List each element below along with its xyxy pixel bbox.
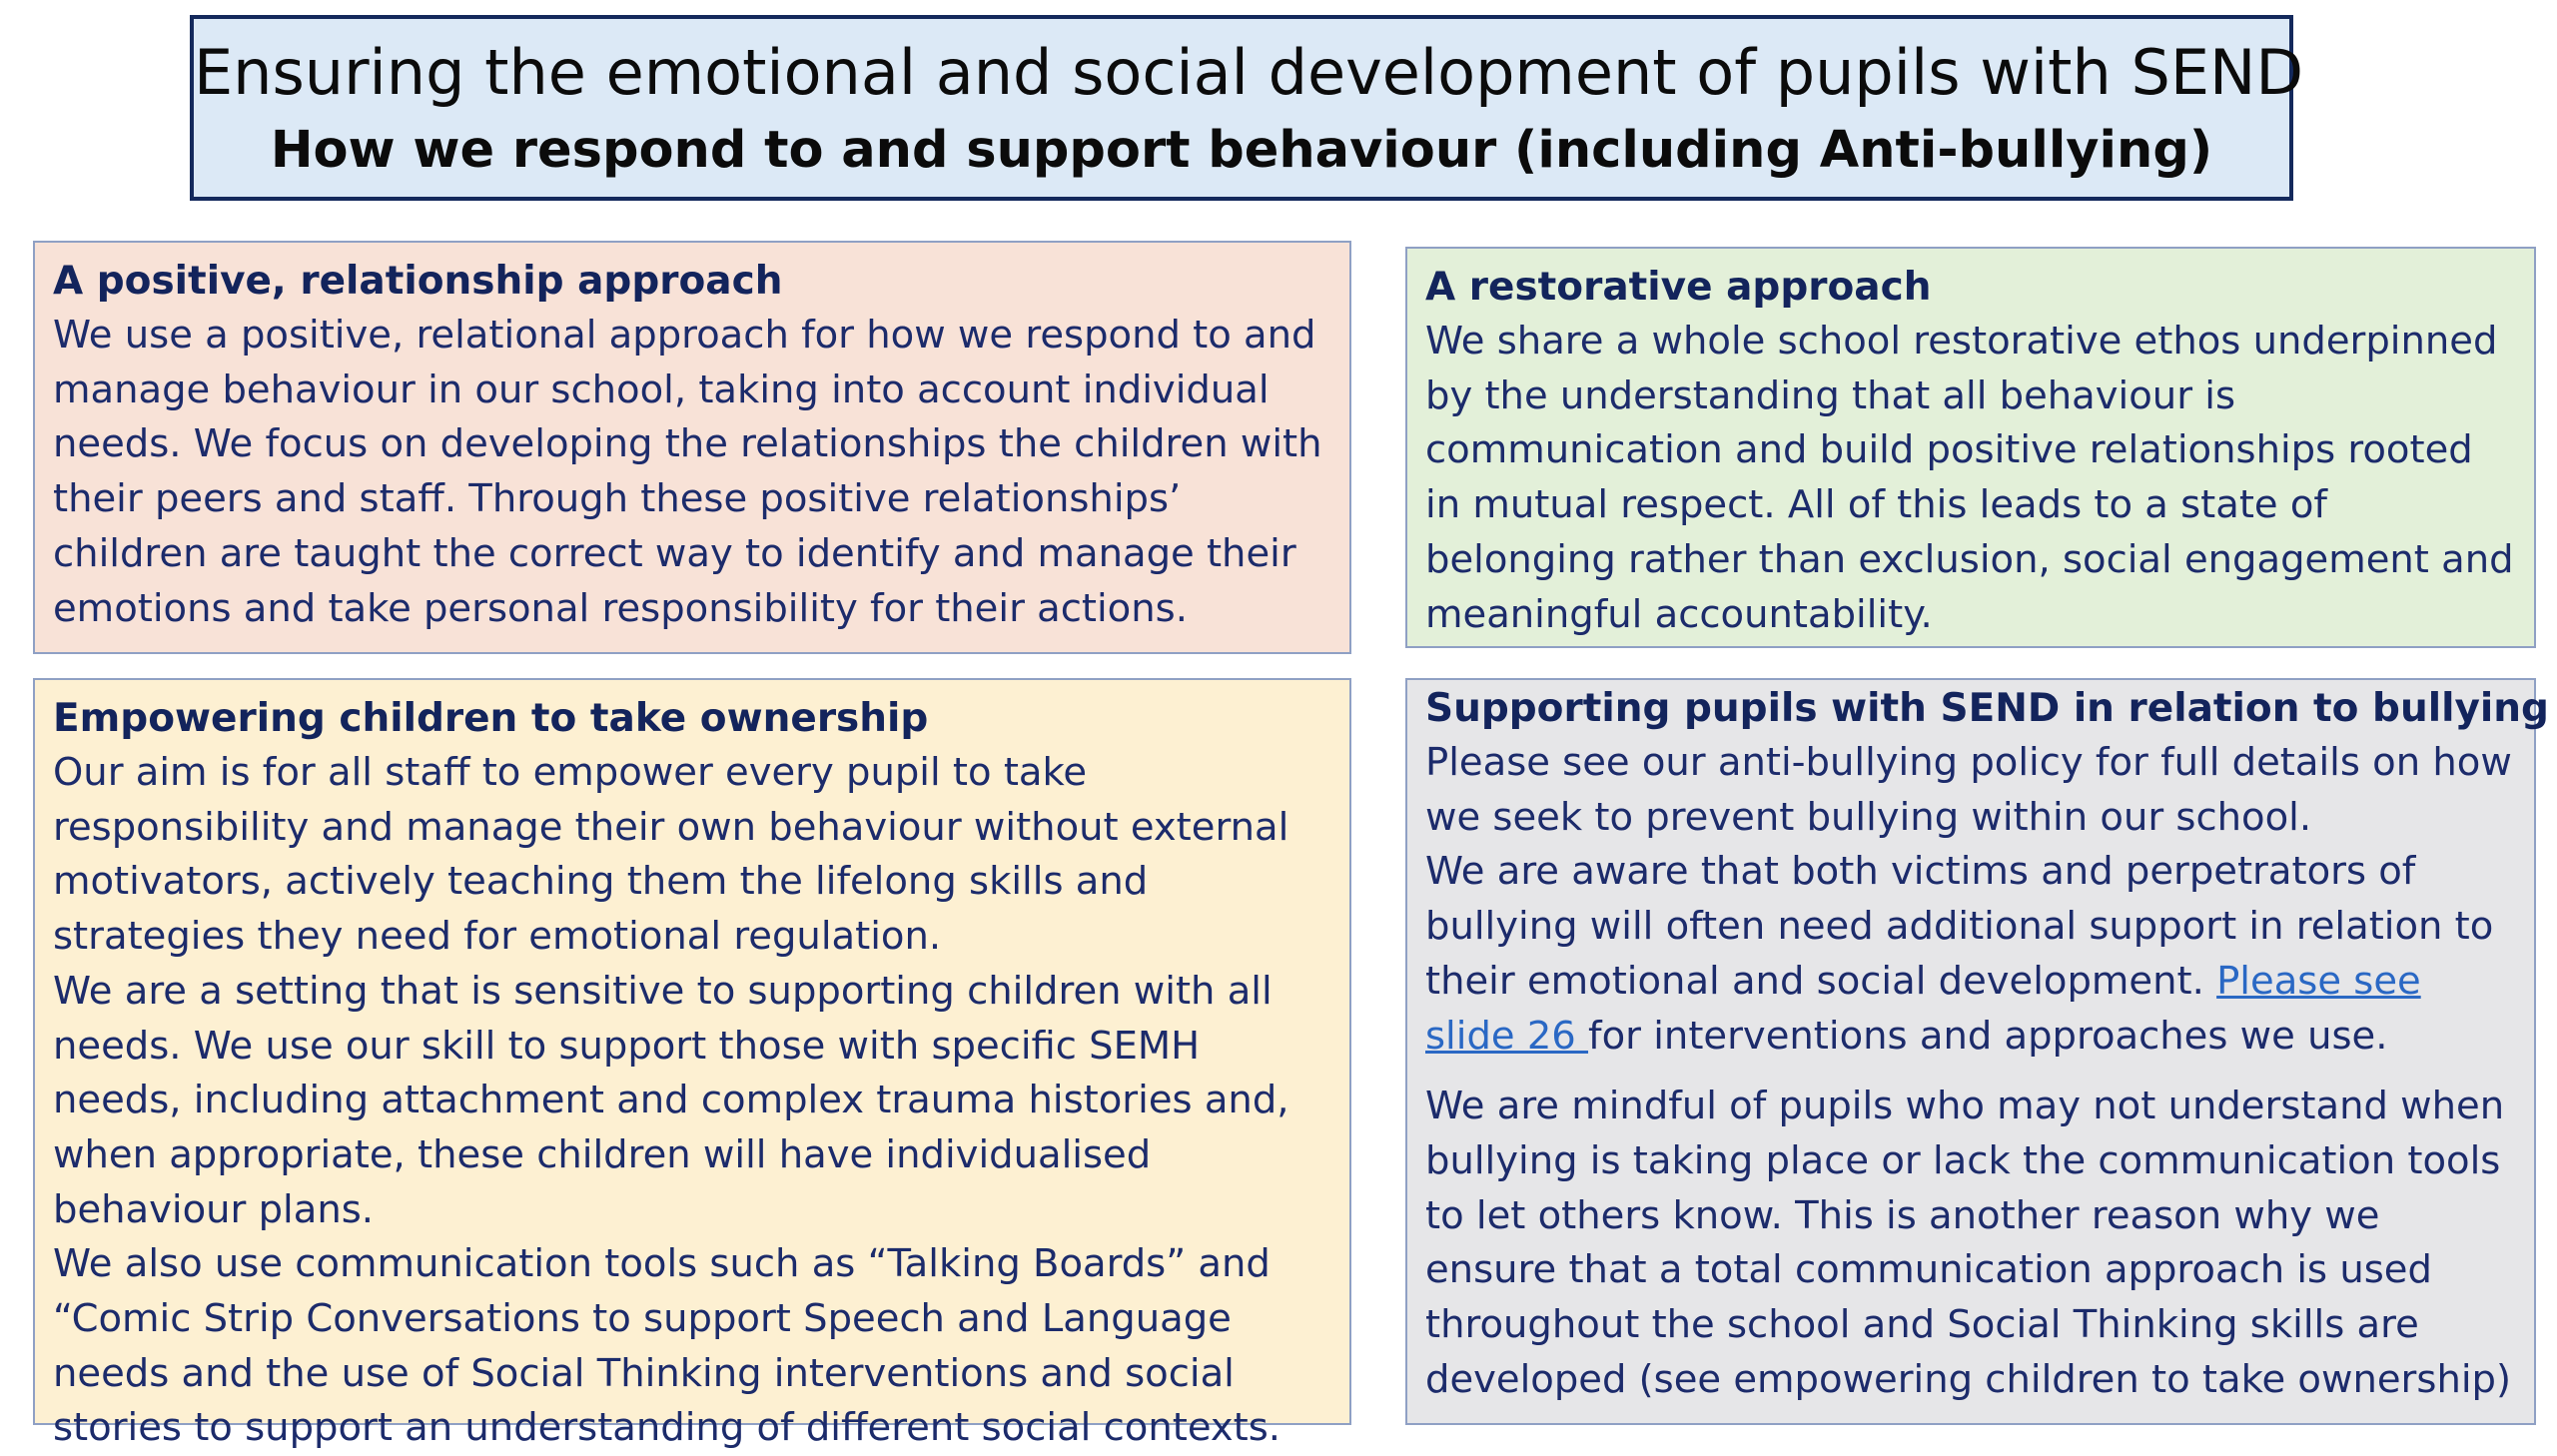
- page-subtitle: How we respond to and support behaviour (including Anti-bullying): [270, 121, 2213, 180]
- restorative-approach-heading: A restorative approach: [1425, 265, 1932, 310]
- restorative-approach-panel: [1405, 247, 2536, 648]
- empowering-paragraph-setting: We are a setting that is sensitive to supporting children with all needs. We use our skill to support those with specific SEMH needs, including attachment and complex trauma histories and, when appropriate, these children will have individualised behaviour plans.: [53, 968, 1289, 1232]
- empowering-paragraph-aim: Our aim is for all staff to empower every pupil to take responsibility and manage their own behaviour without external motivators, actively teaching them the lifelong skills and strategies they need for emotional regulation.: [53, 750, 1289, 960]
- title-banner: [190, 15, 2304, 201]
- bullying-support-panel: [1405, 678, 2549, 1425]
- bullying-support-heading: Supporting pupils with SEND in relation to bullying: [1425, 686, 2549, 731]
- empowering-paragraph-tools: We also use communication tools such as “Talking Boards” and “Comic Strip Conversations to support Speech and Language needs and the use of Social Thinking interventions and social stories to support an understanding of different social contexts.: [53, 1241, 1281, 1451]
- bullying-awareness-text: We are aware that both victims and perpetrators of bullying will often need additional support in relation to their emotional and social development.: [1425, 849, 2494, 1004]
- bullying-awareness-tail: for interventions and approaches we use.: [1588, 1013, 2388, 1059]
- positive-approach-text: We use a positive, relational approach for how we respond to and manage behaviour in our school, taking into account individual needs. We focus on developing the relationships the children with their peers and staff. Through these positive relationships’ children are taught the correct way to identify and manage their emotions and take personal responsibility for their actions.: [53, 313, 1322, 631]
- empowering-children-heading: Empowering children to take ownership: [53, 696, 929, 741]
- bullying-paragraph-mindful: We are mindful of pupils who may not understand when bullying is taking place or lack the communication tools to let others know. This is another reason why we ensure that a total communication approach is used throughout the school and Social Thinking skills are developed (see empowering children to take ownership): [1425, 1084, 2512, 1402]
- restorative-approach-text: We share a whole school restorative ethos underpinned by the understanding that all behaviour is communication and build positive relationships rooted in mutual respect. All of this leads to a state of belonging rather than exclusion, social engagement and meaningful accountability.: [1425, 319, 2514, 637]
- slide-26-link[interactable]: Please see slide 26: [1425, 958, 2421, 1059]
- positive-approach-heading: A positive, relationship approach: [53, 259, 783, 304]
- empowering-children-panel: [33, 678, 1351, 1451]
- positive-approach-panel: [33, 241, 1351, 654]
- bullying-paragraph-policy: Please see our anti-bullying policy for full details on how we seek to prevent bullying within our school.: [1425, 740, 2512, 840]
- paragraph-spacer: [1425, 1064, 2516, 1080]
- page-title: Ensuring the emotional and social development of pupils with SEND: [194, 36, 2304, 109]
- bullying-paragraph-awareness: [1425, 845, 2516, 1064]
